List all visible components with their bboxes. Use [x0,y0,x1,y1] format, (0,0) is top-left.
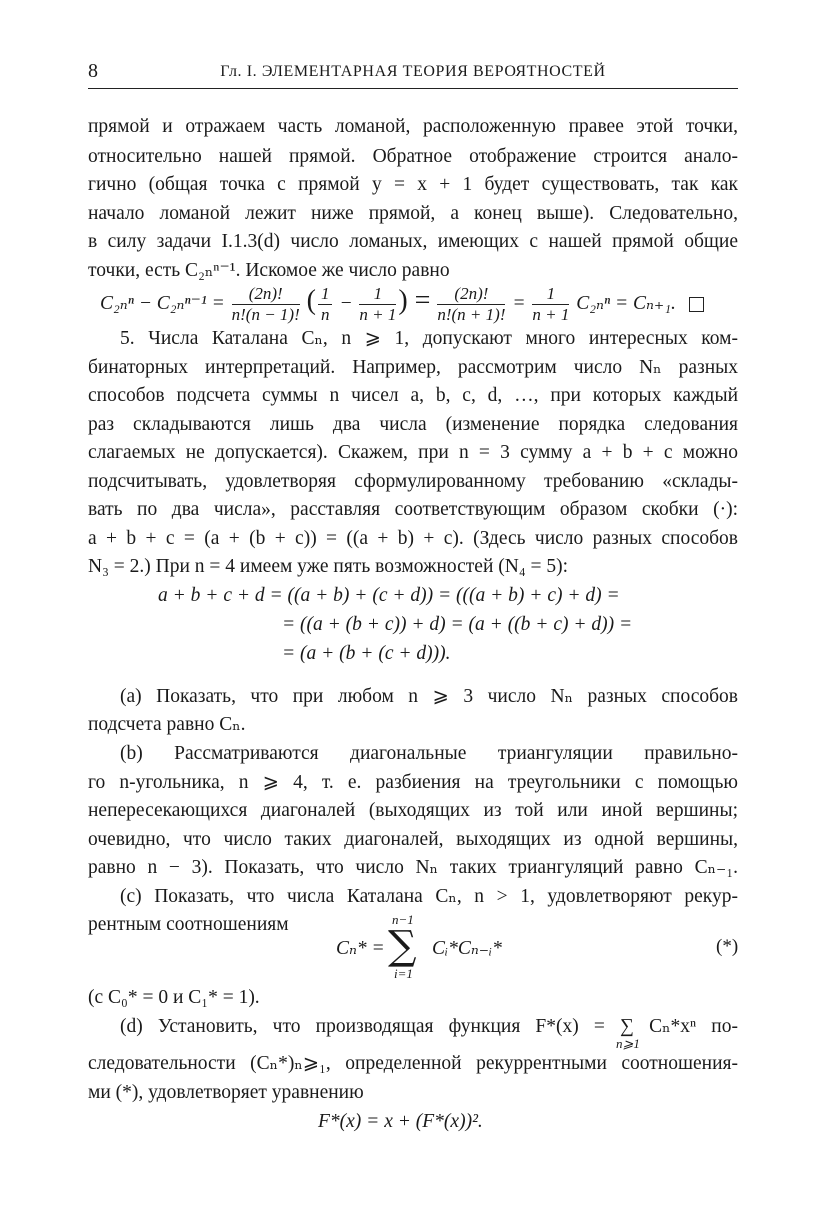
numerator: (2n)! [437,284,505,305]
numerator: 1 [359,284,396,305]
text-line: относительно нашей прямой. Обратное отображение строится анало- [88,146,738,167]
formula-part: C₂ₙⁿ − C₂ₙⁿ⁻¹ = [100,292,225,314]
sum-lower-limit: i=1 [394,966,413,981]
text-line: (d) Установить, что производящая функция F*(x) = ∑ Cₙ*xⁿ по- [120,1016,738,1037]
equation-label: (*) [716,936,739,957]
denominator: n + 1 [532,305,570,324]
numerator: (2n)! [232,284,300,305]
text-line: непересекающихся диагоналей (выходящих из той или иной вершины; [88,800,738,821]
text-line: точки, есть C₂ₙⁿ⁻¹. Искомое же число равно [88,260,450,281]
formula-part: − [339,292,353,314]
text-line: способов подсчета суммы n чисел a, b, c, d, …, при которых каждый [88,385,738,406]
text-line: прямой и отражаем часть ломаной, расположенную правее этой точки, [88,116,738,137]
formula-catalan-difference [100,284,704,325]
sum-symbol: ∑ [388,923,417,969]
formula-part: Cᵢ*Cₙ₋ᵢ* [432,938,502,959]
page-number: 8 [88,60,98,82]
fraction [359,284,396,325]
formula-sums-line-1: a + b + c + d = ((a + b) + (c + d)) = (((a + b) + c) + d) = [158,585,620,606]
sum-lower-limit: n⩾1 [616,1036,640,1051]
fraction [532,284,569,325]
formula-sums-line-2: = ((a + (b + c)) + d) = (a + ((b + c) + d)) = [282,614,633,635]
paren: ( [306,284,316,316]
denominator: n + 1 [359,305,397,324]
text-line: раз складываются лишь два числа (изменение порядка следования [88,414,738,435]
text-line: следовательности (Cₙ*)ₙ⩾₁, определенной рекуррентными соотношения- [88,1053,738,1074]
running-head: Гл. I. ЭЛЕМЕНТАРНАЯ ТЕОРИЯ ВЕРОЯТНОСТЕЙ [220,63,606,80]
denominator: n!(n + 1)! [437,305,506,324]
text-line: (c) Показать, что числа Каталана Cₙ, n > 1, удовлетворяют рекур- [120,886,738,907]
text-line: рентным соотношениям [88,914,289,935]
numerator: 1 [532,284,569,305]
text-line: N₃ = 2.) При n = 4 имеем уже пять возможностей (N₄ = 5): [88,556,569,577]
paren: ) = [398,284,431,316]
page-header [88,58,738,89]
formula-part: C₂ₙⁿ = Cₙ₊₁. [576,292,676,314]
text-line: подсчета равно Cₙ. [88,714,246,735]
numerator: 1 [318,284,333,305]
text-line: подсчитывать, удовлетворяя сформулированному требованию «склады- [88,471,738,492]
text-line: очевидно, что число таких диагоналей, выходящих из одной вершины, [88,829,738,850]
text-line: в силу задачи I.1.3(d) число ломаных, имеющих с нашей прямой общие [88,231,738,252]
qed-square-icon [689,297,704,312]
sum-upper-limit: n−1 [392,912,414,927]
text-line: a + b + c = (a + (b + c)) = ((a + b) + c). (Здесь число разных способов [88,528,738,549]
text-line: ми (*), удовлетворяет уравнению [88,1082,364,1103]
fraction [232,284,300,325]
formula-sums-line-3: = (a + (b + (c + d))). [282,643,451,664]
text-line: слагаемых не допускается). Скажем, при n = 3 сумму a + b + c можно [88,442,738,463]
formula-generating-function: F*(x) = x + (F*(x))². [318,1111,483,1132]
text-line: бинаторных интерпретаций. Например, рассмотрим число Nₙ разных [88,357,738,378]
text-line: началo ломаной лежит ниже прямой, а конец выше). Следовательно, [88,203,738,224]
fraction [318,284,333,325]
fraction [437,284,505,325]
denominator: n!(n − 1)! [231,305,300,324]
text-line: 5. Числа Каталана Cₙ, n ⩾ 1, допускают много интересных ком- [120,328,738,349]
text-line: вать по два числа», расставляя соответствующим образом скобки (·): [88,499,738,520]
text-line: (a) Показать, что при любом n ⩾ 3 число Nₙ разных способов [120,686,738,707]
text-line: гично (общая точка с прямой y = x + 1 будет существовать, так как [88,174,738,195]
formula-part: = [512,292,526,314]
text-line: го n-угольника, n ⩾ 4, т. е. разбиения на треугольники с помощью [88,772,738,793]
denominator: n [320,305,330,324]
formula-part: Cₙ* = [336,938,385,959]
text-line: равно n − 3). Показать, что число Nₙ таких триангуляций равно Cₙ₋₁. [88,857,738,878]
text-line: (b) Рассматриваются диагональные триангуляции правильно- [120,743,738,764]
text-line: (с C₀* = 0 и C₁* = 1). [88,987,260,1008]
